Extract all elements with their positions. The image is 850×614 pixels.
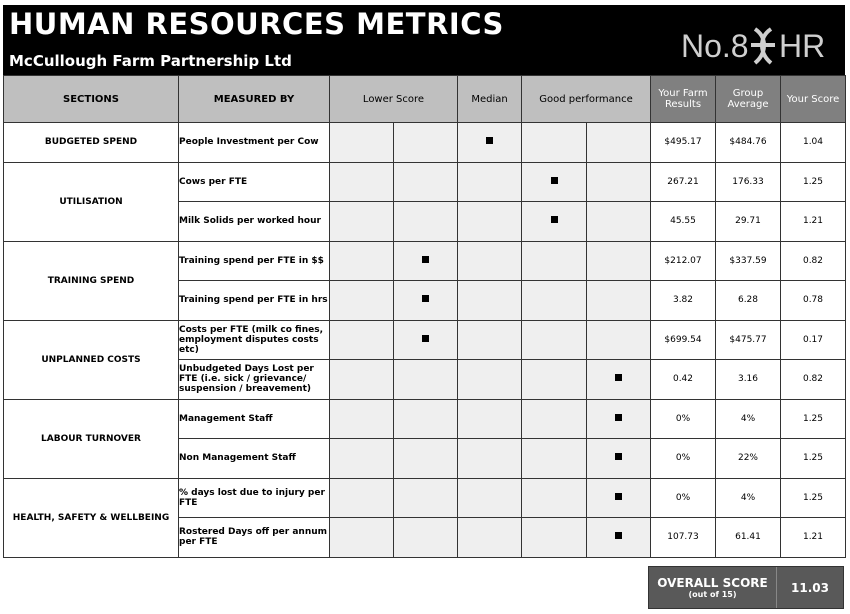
your-score: 1.21 [781,518,846,558]
farm-result: 0% [651,399,716,439]
metrics-body [4,123,846,558]
farm-result: 267.21 [651,162,716,202]
col-header-your-score: Your Score [781,76,846,123]
measure-name: People Investment per Cow [179,123,330,163]
performance-marker [615,453,622,460]
measure-name: Management Staff [179,399,330,439]
your-score: 0.82 [781,241,846,281]
farm-result: 0% [651,478,716,518]
performance-marker [615,493,622,500]
scale-cell-good-2 [587,320,651,360]
col-header-sections: SECTIONS [4,76,179,123]
scale-cell-lower-1 [330,281,394,321]
scale-cell-lower-1 [330,202,394,242]
group-average: 3.16 [716,360,781,400]
measure-name: % days lost due to injury per FTE [179,478,330,518]
farm-name: McCullough Farm Partnership Ltd [9,52,292,70]
scale-cell-good-1 [522,439,587,479]
measure-name: Milk Solids per worked hour [179,202,330,242]
group-average: 176.33 [716,162,781,202]
group-average: $484.76 [716,123,781,163]
scale-cell-lower-2 [394,478,458,518]
scale-cell-good-1 [522,399,587,439]
measure-name: Non Management Staff [179,439,330,479]
scale-cell-good-1 [522,281,587,321]
scale-cell-good-1 [522,360,587,400]
scale-cell-lower-1 [330,399,394,439]
group-average: 6.28 [716,281,781,321]
farm-result: 0% [651,439,716,479]
scale-cell-good-1 [522,162,587,202]
your-score: 0.78 [781,281,846,321]
performance-marker [615,532,622,539]
group-average: 22% [716,439,781,479]
section-name: LABOUR TURNOVER [4,399,179,478]
your-score: 1.21 [781,202,846,242]
scale-cell-median [458,320,522,360]
scale-cell-median [458,399,522,439]
measure-name: Unbudgeted Days Lost per FTE (i.e. sick / grievance/ suspension / breavement) [179,360,330,400]
scale-cell-good-2 [587,399,651,439]
section-name: BUDGETED SPEND [4,123,179,163]
section-name: TRAINING SPEND [4,241,179,320]
scale-cell-lower-2 [394,281,458,321]
col-header-lower-score: Lower Score [330,76,458,123]
scale-cell-median [458,478,522,518]
your-score: 1.04 [781,123,846,163]
group-average: $337.59 [716,241,781,281]
your-score: 0.17 [781,320,846,360]
scale-cell-median [458,162,522,202]
performance-marker [486,137,493,144]
table-row [4,320,846,360]
report-title: HUMAN RESOURCES METRICS [9,7,504,41]
scale-cell-good-1 [522,478,587,518]
section-name: UNPLANNED COSTS [4,320,179,399]
metrics-table [3,75,846,558]
your-score: 1.25 [781,162,846,202]
wire-knot-icon [751,29,775,63]
col-header-median: Median [458,76,522,123]
scale-cell-lower-2 [394,123,458,163]
section-name: UTILISATION [4,162,179,241]
scale-cell-good-1 [522,241,587,281]
scale-cell-lower-2 [394,439,458,479]
scale-cell-good-1 [522,320,587,360]
report-header [3,5,845,75]
table-row [4,399,846,439]
your-score: 1.25 [781,439,846,479]
farm-result: 45.55 [651,202,716,242]
measure-name: Training spend per FTE in $$ [179,241,330,281]
overall-score-label-cell [649,567,777,608]
scale-cell-lower-1 [330,162,394,202]
scale-cell-good-2 [587,518,651,558]
scale-cell-lower-2 [394,399,458,439]
group-average: $475.77 [716,320,781,360]
svg-text:No.8: No.8 [681,28,749,64]
scale-cell-lower-2 [394,202,458,242]
section-name: HEALTH, SAFETY & WELLBEING [4,478,179,557]
scale-cell-median [458,202,522,242]
scale-cell-good-2 [587,439,651,479]
performance-marker [551,216,558,223]
scale-cell-good-2 [587,241,651,281]
scale-cell-lower-1 [330,241,394,281]
farm-result: $212.07 [651,241,716,281]
scale-cell-good-2 [587,360,651,400]
performance-marker [422,295,429,302]
scale-cell-lower-2 [394,241,458,281]
table-row [4,123,846,163]
performance-marker [422,256,429,263]
scale-cell-lower-2 [394,518,458,558]
overall-score-value: 11.03 [791,580,829,595]
scale-cell-lower-1 [330,478,394,518]
scale-cell-lower-1 [330,518,394,558]
your-score: 0.82 [781,360,846,400]
col-header-group-average: Group Average [716,76,781,123]
measure-name: Training spend per FTE in hrs [179,281,330,321]
scale-cell-median [458,123,522,163]
scale-cell-good-2 [587,281,651,321]
scale-cell-lower-2 [394,162,458,202]
scale-cell-good-2 [587,478,651,518]
scale-cell-lower-1 [330,123,394,163]
overall-score-box [648,566,844,609]
measure-name: Costs per FTE (milk co fines, employment disputes costs etc) [179,320,330,360]
scale-cell-good-2 [587,202,651,242]
svg-text:HR: HR [779,28,826,64]
scale-cell-lower-1 [330,439,394,479]
performance-marker [551,177,558,184]
scale-cell-good-2 [587,123,651,163]
scale-cell-median [458,439,522,479]
farm-result: 107.73 [651,518,716,558]
farm-result: $495.17 [651,123,716,163]
your-score: 1.25 [781,478,846,518]
scale-cell-lower-2 [394,320,458,360]
performance-marker [422,335,429,342]
scale-cell-median [458,281,522,321]
no8-hr-logo [681,23,831,67]
group-average: 4% [716,399,781,439]
table-row [4,162,846,202]
group-average: 4% [716,478,781,518]
measure-name: Rostered Days off per annum per FTE [179,518,330,558]
performance-marker [615,374,622,381]
col-header-your-farm-results: Your Farm Results [651,76,716,123]
group-average: 29.71 [716,202,781,242]
table-row [4,241,846,281]
measure-name: Cows per FTE [179,162,330,202]
scale-cell-median [458,360,522,400]
scale-cell-good-1 [522,202,587,242]
scale-cell-good-1 [522,123,587,163]
farm-result: 3.82 [651,281,716,321]
overall-score-label: OVERALL SCORE [657,576,768,590]
scale-cell-median [458,241,522,281]
scale-cell-median [458,518,522,558]
overall-score-sublabel: (out of 15) [688,590,737,599]
scale-cell-lower-1 [330,320,394,360]
scale-cell-lower-1 [330,360,394,400]
your-score: 1.25 [781,399,846,439]
scale-cell-good-2 [587,162,651,202]
scale-cell-good-1 [522,518,587,558]
scale-cell-lower-2 [394,360,458,400]
col-header-measured-by: MEASURED BY [179,76,330,123]
col-header-good-performance: Good performance [522,76,651,123]
farm-result: 0.42 [651,360,716,400]
table-row [4,478,846,518]
farm-result: $699.54 [651,320,716,360]
performance-marker [615,414,622,421]
group-average: 61.41 [716,518,781,558]
